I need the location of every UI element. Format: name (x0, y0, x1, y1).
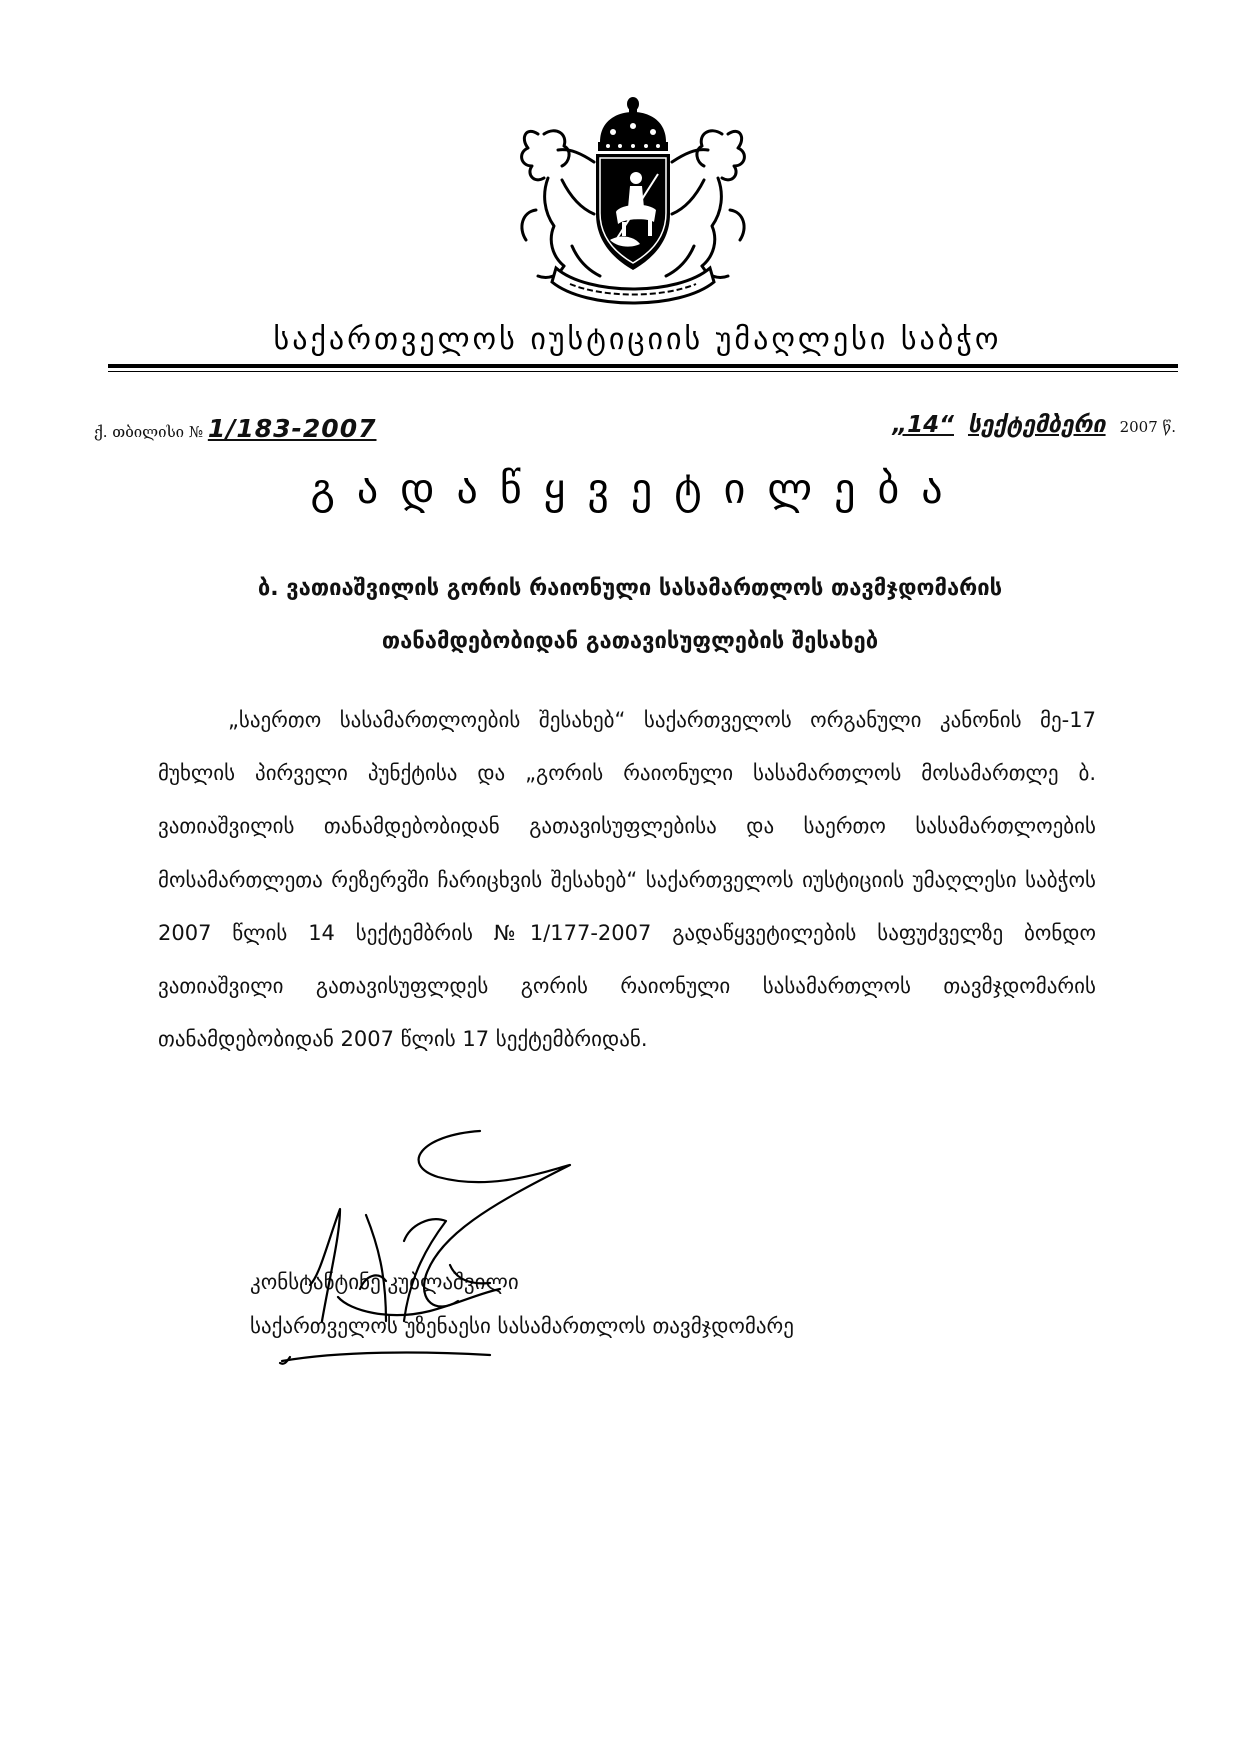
decision-date (892, 412, 1176, 438)
date-day: „14“ (892, 412, 954, 438)
handwritten-signature (190, 1125, 650, 1385)
organization-name: საქართველოს იუსტიციის უმაღლესი საბჭო (273, 322, 1002, 357)
subject-line-2: თანამდებობიდან გათავისუფლების შესახებ (381, 629, 879, 654)
date-month: სექტემბერი (967, 412, 1106, 438)
decision-place-number (94, 414, 377, 443)
subject-line-1: ბ. ვათიაშვილის გორის რაიონული სასამართლოს თავმჯდომარის (257, 576, 1003, 601)
header-rule-thin (108, 371, 1178, 372)
header-rule-thick (108, 364, 1178, 368)
document-title: გადაწყვეტილება (310, 464, 965, 513)
signatory-name: კონსტანტინე კუბლაშვილი (250, 1270, 519, 1294)
signatory-title: საქართველოს უზენაესი სასამართლოს თავმჯდომარე (250, 1314, 794, 1338)
date-year: 2007 წ. (1119, 418, 1176, 436)
document-body: „საერთო სასამართლოების შესახებ“ საქართველოს ორგანული კანონის მე-17 მუხლის პირველი პუნქტისა და „გორის რაიონული სასამართლოს მოსამართლე ბ. ვათიაშვილის თანამდებობიდან გათავისუფლებისა და საერთო სასამართლოების მოსამართლეთა რეზერვში ჩარიცხვის შესახებ“ საქართველოს იუსტიციის უმაღლესი საბჭოს 2007 წლის 14 სექტემბრის №1/177-2007 გადაწყვეტილების საფუძველზე ბონდო ვათიაშვილი გათავისუფლდეს გორის რაიონული სასამართლოს თავმჯდომარის თანამდებობიდან 2007 წლის 17 სექტემბრიდან. (158, 708, 1096, 1052)
decision-number: 1/183-2007 (207, 414, 377, 443)
document-subject (150, 562, 1110, 668)
coat-of-arms-icon (508, 90, 758, 306)
city-label: ქ. თბილისი № (94, 423, 204, 441)
